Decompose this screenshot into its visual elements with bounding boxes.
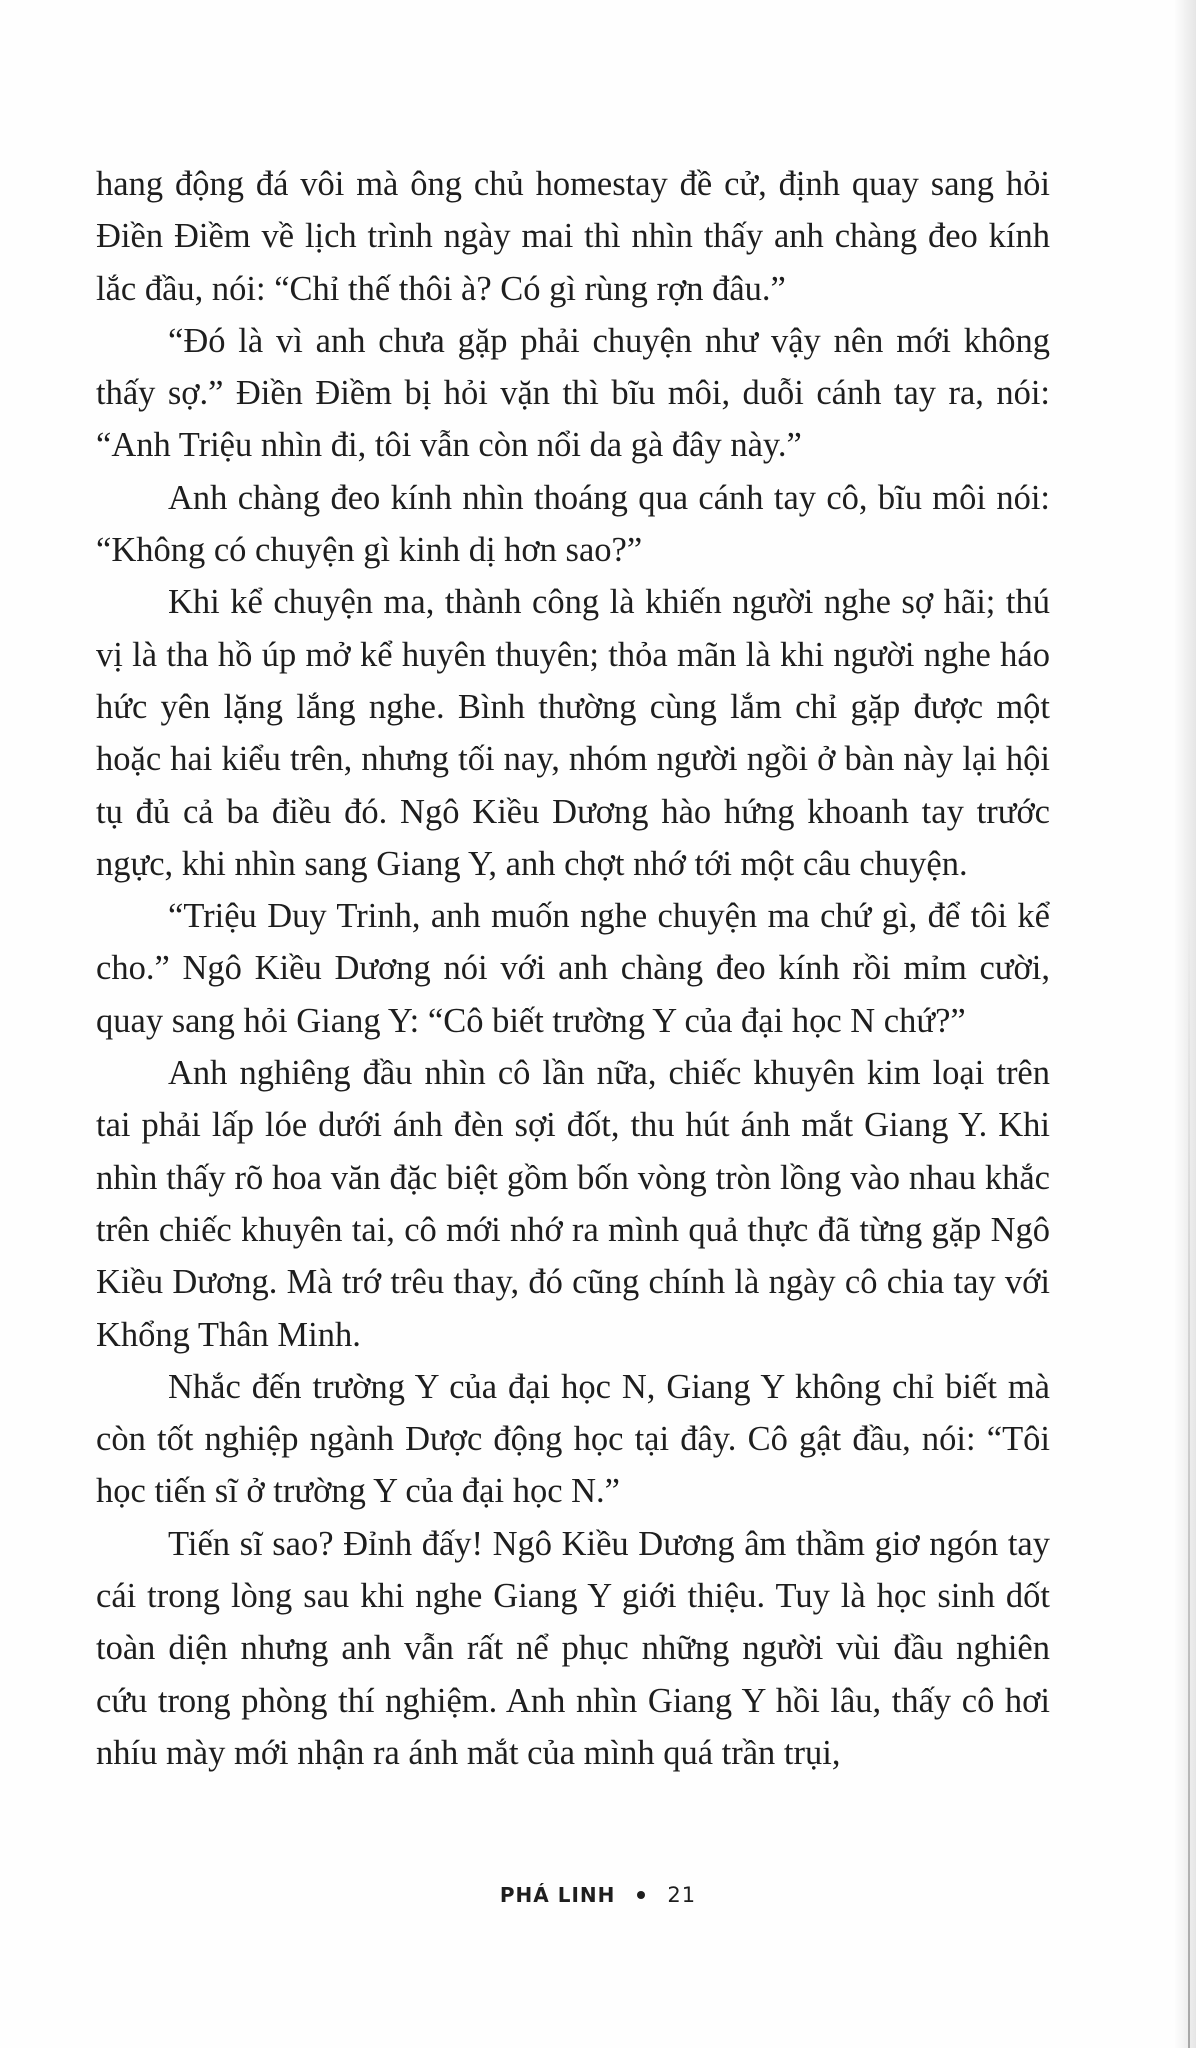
running-head: PHÁ LINH xyxy=(499,1883,616,1907)
paragraph: Tiến sĩ sao? Đỉnh đấy! Ngô Kiều Dương âm thầm giơ ngón tay cái trong lòng sau khi nghe Giang Y giới thiệu. Tuy là học sinh dốt toàn diện nhưng anh vẫn rất nể phục những người vùi đầu nghiên cứu trong phòng thí nghiệm. Anh nhìn Giang Y hồi lâu, thấy cô hơi nhíu mày mới nhận ra ánh mắt của mình quá trần trụi, xyxy=(96,1524,1050,1772)
paragraph: Anh chàng đeo kính nhìn thoáng qua cánh tay cô, bĩu môi nói: “Không có chuyện gì kinh dị hơn sao?” xyxy=(96,478,1050,570)
bullet-separator-icon xyxy=(637,1891,645,1899)
paragraph: Khi kể chuyện ma, thành công là khiến người nghe sợ hãi; thú vị là tha hồ úp mở kể huyên thuyên; thỏa mãn là khi người nghe háo hức yên lặng lắng nghe. Bình thường cùng lắm chỉ gặp được một hoặc hai kiểu trên, nhưng tối nay, nhóm người ngồi ở bàn này lại hội tụ đủ cả ba điều đó. Ngô Kiều Dương hào hứng khoanh tay trước ngực, khi nhìn sang Giang Y, anh chợt nhớ tới một câu chuyện. xyxy=(96,583,1050,883)
paragraph: Anh nghiêng đầu nhìn cô lần nữa, chiếc khuyên kim loại trên tai phải lấp lóe dưới ánh đèn sợi đốt, thu hút ánh mắt Giang Y. Khi nhìn thấy rõ hoa văn đặc biệt gồm bốn vòng tròn lồng vào nhau khắc trên chiếc khuyên tai, cô mới nhớ ra mình quả thực đã từng gặp Ngô Kiều Dương. Mà trớ trêu thay, đó cũng chính là ngày cô chia tay với Khổng Thân Minh. xyxy=(96,1054,1050,1354)
paragraph: “Triệu Duy Trinh, anh muốn nghe chuyện ma chứ gì, để tôi kể cho.” Ngô Kiều Dương nói với anh chàng đeo kính rồi mỉm cười, quay sang hỏi Giang Y: “Cô biết trường Y của đại học N chứ?” xyxy=(96,897,1050,1040)
paragraph: “Đó là vì anh chưa gặp phải chuyện như vậy nên mới không thấy sợ.” Điền Điềm bị hỏi vặn thì bĩu môi, duỗi cánh tay ra, nói: “Anh Triệu nhìn đi, tôi vẫn còn nổi da gà đây này.” xyxy=(96,321,1050,465)
paragraph: Nhắc đến trường Y của đại học N, Giang Y không chỉ biết mà còn tốt nghiệp ngành Dược động học tại đây. Cô gật đầu, nói: “Tôi học tiến sĩ ở trường Y của đại học N.” xyxy=(96,1367,1050,1511)
paragraph-continuation: hang động đá vôi mà ông chủ homestay đề cử, định quay sang hỏi Điền Điềm về lịch trình ngày mai thì nhìn thấy anh chàng đeo kính lắc đầu, nói: “Chỉ thế thôi à? Có gì rùng rợn đâu.” xyxy=(96,165,1050,308)
page-edge-shadow xyxy=(1174,0,1196,2048)
page-edge-line xyxy=(1188,900,1190,2048)
body-text xyxy=(96,158,1050,1779)
page-footer xyxy=(0,1880,1196,1910)
page-number: 21 xyxy=(667,1883,697,1907)
